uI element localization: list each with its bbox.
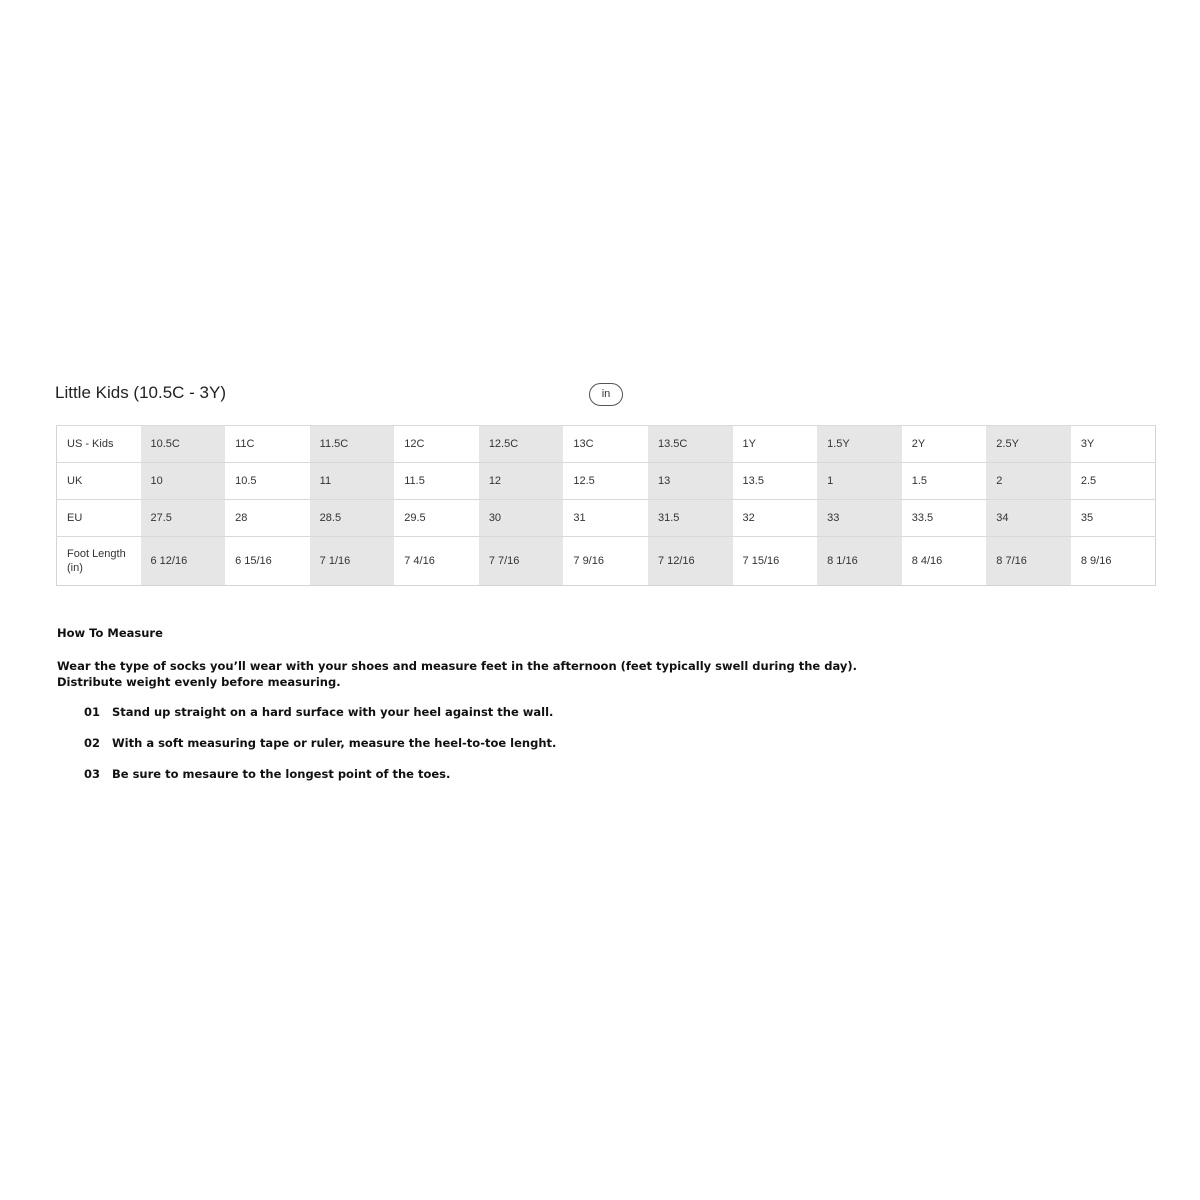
size-cell: 10 (141, 463, 226, 500)
step-number: 03 (84, 767, 101, 781)
size-cell: 7 9/16 (563, 537, 648, 586)
size-cell: 33.5 (902, 500, 987, 537)
page-title: Little Kids (10.5C - 3Y) (55, 383, 227, 402)
size-cell: 33 (817, 500, 902, 537)
size-cell: 12C (394, 426, 479, 463)
size-cell: 1Y (733, 426, 818, 463)
size-cell: 7 1/16 (310, 537, 395, 586)
size-cell: 7 12/16 (648, 537, 733, 586)
size-cell: 13 (648, 463, 733, 500)
size-cell: 12.5 (563, 463, 648, 500)
table-row (57, 426, 1156, 463)
size-cell: 31 (563, 500, 648, 537)
size-cell: 3Y (1071, 426, 1156, 463)
size-cell: 31.5 (648, 500, 733, 537)
size-cell: 34 (986, 500, 1071, 537)
size-cell: 8 1/16 (817, 537, 902, 586)
size-cell: 8 4/16 (902, 537, 987, 586)
step-text: Be sure to mesaure to the longest point of the toes. (112, 767, 451, 781)
size-cell: 8 7/16 (986, 537, 1071, 586)
intro-line: Distribute weight evenly before measuring. (57, 675, 341, 689)
size-cell: 13C (563, 426, 648, 463)
measure-step (84, 736, 556, 767)
table-row (57, 537, 1156, 586)
how-to-measure-section (57, 626, 857, 781)
size-cell: 11.5 (394, 463, 479, 500)
size-cell: 10.5C (141, 426, 226, 463)
size-cell: 10.5 (225, 463, 310, 500)
size-cell: 2.5Y (986, 426, 1071, 463)
size-cell: 7 7/16 (479, 537, 564, 586)
measure-step (84, 705, 556, 736)
size-cell: 12.5C (479, 426, 564, 463)
row-label: US - Kids (57, 426, 141, 463)
size-cell: 2 (986, 463, 1071, 500)
size-cell: 1 (817, 463, 902, 500)
size-cell: 1.5Y (817, 426, 902, 463)
intro-line: Wear the type of socks you’ll wear with your shoes and measure feet in the afternoon (feet typically swell during the day). (57, 659, 857, 673)
size-cell: 35 (1071, 500, 1156, 537)
size-cell: 29.5 (394, 500, 479, 537)
size-cell: 11.5C (310, 426, 395, 463)
how-to-measure-title: How To Measure (57, 626, 163, 640)
table-row (57, 500, 1156, 537)
size-cell: 2.5 (1071, 463, 1156, 500)
unit-toggle-button[interactable]: in (589, 383, 623, 406)
step-number: 01 (84, 705, 101, 719)
measure-step (84, 767, 556, 798)
size-cell: 11C (225, 426, 310, 463)
size-cell: 6 12/16 (141, 537, 226, 586)
size-cell: 7 4/16 (394, 537, 479, 586)
size-cell: 32 (733, 500, 818, 537)
measure-steps-list (84, 705, 556, 798)
size-cell: 11 (310, 463, 395, 500)
how-to-measure-intro (57, 658, 857, 690)
size-cell: 6 15/16 (225, 537, 310, 586)
size-cell: 8 9/16 (1071, 537, 1156, 586)
size-cell: 27.5 (141, 500, 226, 537)
size-cell: 28 (225, 500, 310, 537)
size-cell: 2Y (902, 426, 987, 463)
step-number: 02 (84, 736, 101, 750)
step-text: Stand up straight on a hard surface with your heel against the wall. (112, 705, 554, 719)
size-cell: 1.5 (902, 463, 987, 500)
size-cell: 28.5 (310, 500, 395, 537)
size-cell: 13.5 (733, 463, 818, 500)
row-label: Foot Length (in) (57, 537, 141, 586)
table-row (57, 463, 1156, 500)
size-cell: 13.5C (648, 426, 733, 463)
row-label: EU (57, 500, 141, 537)
size-cell: 7 15/16 (733, 537, 818, 586)
size-chart-table (56, 425, 1156, 586)
size-cell: 12 (479, 463, 564, 500)
step-text: With a soft measuring tape or ruler, measure the heel-to-toe lenght. (112, 736, 557, 750)
row-label: UK (57, 463, 141, 500)
size-cell: 30 (479, 500, 564, 537)
